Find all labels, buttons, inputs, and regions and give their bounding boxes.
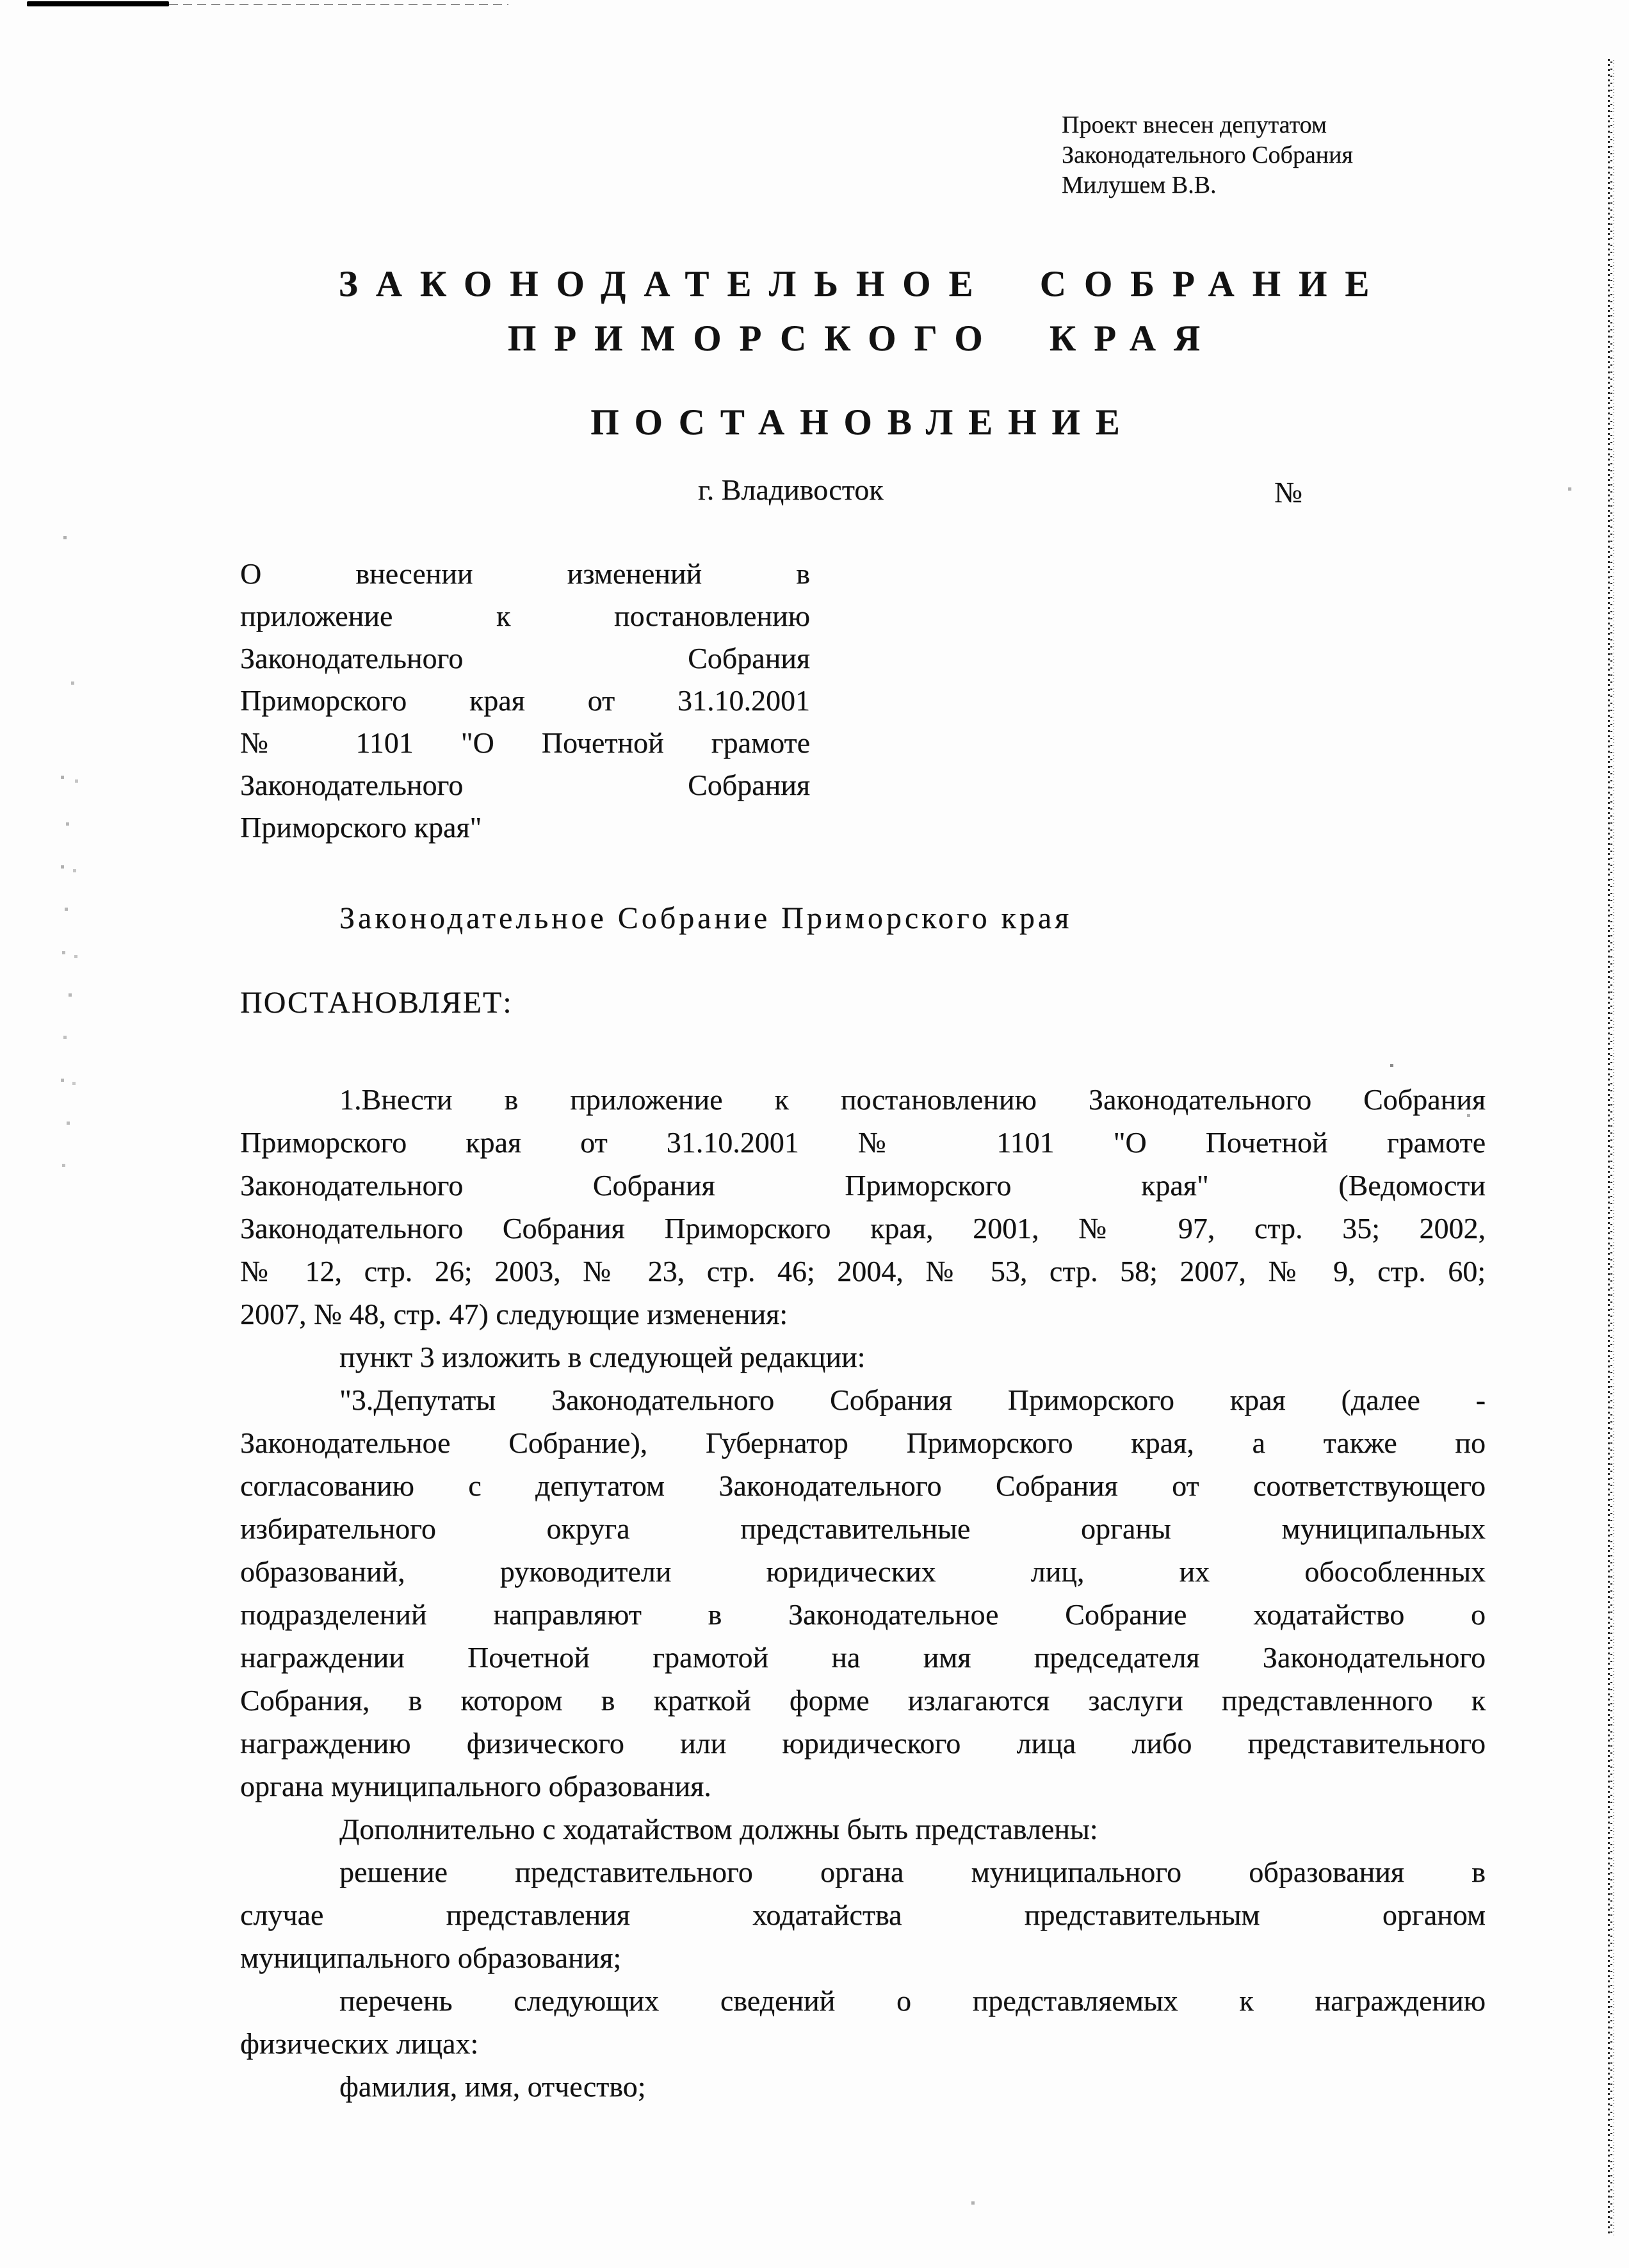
city-label: г. Владивосток: [698, 473, 884, 506]
note-line-3: Милушем В.В.: [1062, 172, 1217, 199]
body-line: физических лицах:: [240, 2027, 479, 2060]
body-line: награждению физического или юридического лица либо представительного: [240, 1727, 1486, 1759]
body-line: согласованию с депутатом Законодательного Собрания от соответствующего: [240, 1469, 1486, 1502]
scan-noise-right-edge: [1603, 59, 1616, 2237]
body-line: 1.Внести в приложение к постановлению Законодательного Собрания: [339, 1083, 1486, 1116]
body-line: Законодательное Собрание), Губернатор Приморского края, а также по: [240, 1426, 1486, 1459]
subject-line: О внесении изменений в: [240, 557, 810, 590]
place-and-number-line: [240, 473, 1486, 511]
body-text: [240, 1078, 1486, 2108]
number-sign: №: [1274, 476, 1302, 509]
scan-specks: [0, 0, 2, 2]
subject-line: Приморского края": [240, 811, 482, 844]
body-line: решение представительного органа муниципального образования в: [339, 1856, 1486, 1888]
body-line: пункт 3 изложить в следующей редакции:: [339, 1341, 866, 1373]
project-submitted-note: [1062, 110, 1420, 200]
body-line: № 12, стр. 26; 2003, № 23, стр. 46; 2004, № 53, стр. 58; 2007, № 9, стр. 60;: [240, 1255, 1486, 1287]
subject-line: Законодательного Собрания: [240, 769, 810, 801]
subject-line: № 1101 "О Почетной грамоте: [240, 726, 810, 759]
body-line: награждении Почетной грамотой на имя председателя Законодательного: [240, 1641, 1486, 1674]
body-line: Законодательного Собрания Приморского края" (Ведомости: [240, 1169, 1486, 1202]
body-line: Законодательного Собрания Приморского края, 2001, № 97, стр. 35; 2002,: [240, 1212, 1486, 1244]
doc-type-title: ПОСТАНОВЛЕНИЕ: [590, 402, 1135, 443]
org-title-line-1: ЗАКОНОДАТЕЛЬНОЕ СОБРАНИЕ: [338, 264, 1388, 304]
subject-line: приложение к постановлению: [240, 600, 810, 632]
body-line: органа муниципального образования.: [240, 1770, 711, 1802]
subject-line: Приморского края от 31.10.2001: [240, 684, 810, 717]
note-line-1: Проект внесен депутатом: [1062, 111, 1327, 138]
body-line: Дополнительно с ходатайством должны быть представлены:: [339, 1813, 1098, 1845]
body-line: Приморского края от 31.10.2001 № 1101 "О Почетной грамоте: [240, 1126, 1486, 1159]
body-line: образований, руководители юридических лиц, их обособленных: [240, 1555, 1486, 1588]
body-line: 2007, № 48, стр. 47) следующие изменения:: [240, 1298, 788, 1330]
body-line: "3.Депутаты Законодательного Собрания Приморского края (далее -: [339, 1383, 1486, 1416]
org-title-line-2: ПРИМОРСКОГО КРАЯ: [507, 318, 1219, 359]
body-line: избирательного округа представительные органы муниципальных: [240, 1512, 1486, 1545]
subject-line: Законодательного Собрания: [240, 642, 810, 674]
scan-artifact-top-line: [169, 4, 508, 5]
preamble-line: Законодательное Собрание Приморского края: [339, 901, 1073, 935]
body-line: Собрания, в котором в краткой форме излагаются заслуги представленного к: [240, 1684, 1486, 1717]
scan-artifact-top-left-bar: [27, 1, 169, 6]
note-line-2: Законодательного Собрания: [1062, 142, 1353, 168]
resolves-heading: ПОСТАНОВЛЯЕТ:: [240, 986, 513, 1020]
body-line: муниципального образования;: [240, 1941, 622, 1974]
body-line: перечень следующих сведений о представляемых к награждению: [339, 1984, 1486, 2017]
body-line: случае представления ходатайства представительным органом: [240, 1898, 1486, 1931]
subject-block: [240, 553, 810, 849]
body-line: подразделений направляют в Законодательное Собрание ходатайство о: [240, 1598, 1486, 1631]
body-line: фамилия, имя, отчество;: [339, 2070, 646, 2103]
